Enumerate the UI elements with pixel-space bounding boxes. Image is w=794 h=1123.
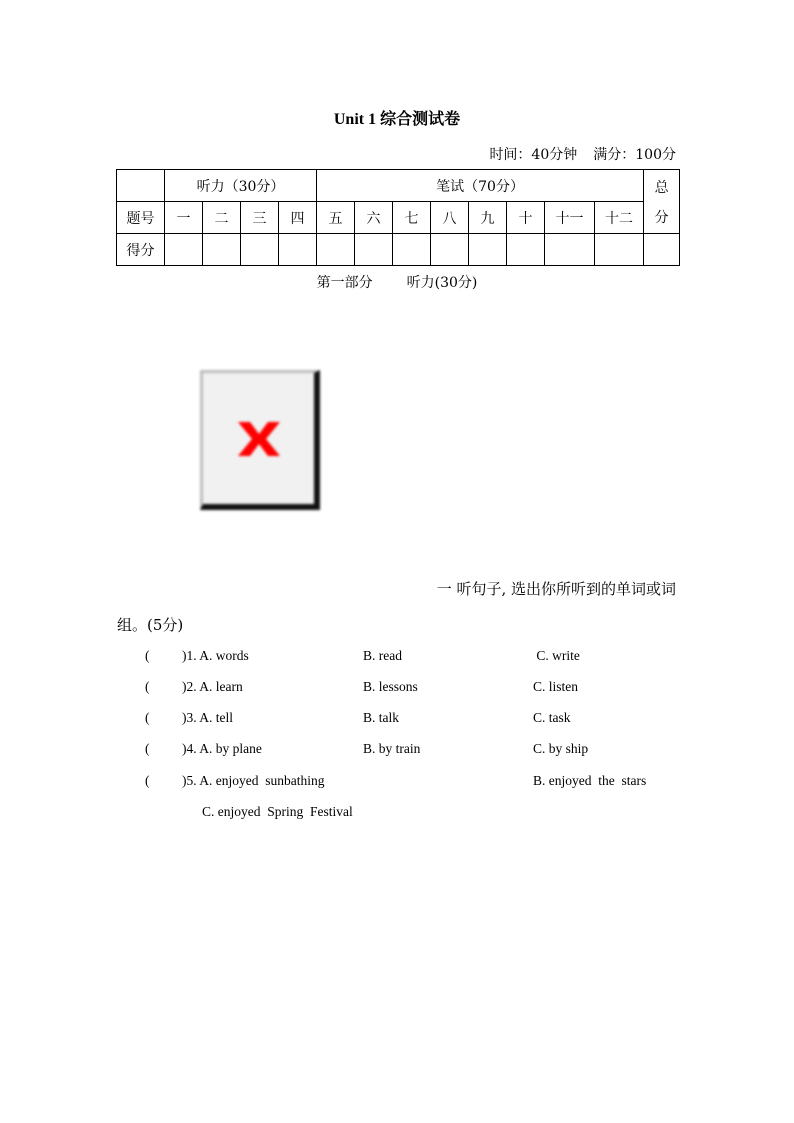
- number-cell: 十: [507, 202, 545, 234]
- question-option-a: )4. A. by plane: [182, 741, 262, 756]
- score-cell: [355, 234, 393, 266]
- question-option-a: )1. A. words: [182, 648, 249, 663]
- part-label: 第一部分: [316, 275, 373, 291]
- question-option-b: B. talk: [363, 710, 399, 725]
- score-cell: [279, 234, 317, 266]
- score-cell: [545, 234, 595, 266]
- score-cell: [595, 234, 644, 266]
- question-option-b: B. read: [363, 648, 402, 663]
- number-cell: 七: [393, 202, 431, 234]
- page-title: Unit 1 综合测试卷: [333, 111, 461, 128]
- question-option-c: C. task: [533, 710, 571, 725]
- number-cell: 十二: [595, 202, 644, 234]
- total-header-bottom: 分: [654, 209, 669, 226]
- answer-paren: (: [145, 679, 150, 694]
- broken-image-icon: [230, 410, 288, 468]
- question-option-a: )5. A. enjoyed sunbathing: [182, 773, 325, 788]
- score-row: [117, 234, 680, 266]
- row-label-score: 得分: [117, 234, 165, 266]
- score-cell: [393, 234, 431, 266]
- part-heading: [0, 272, 794, 292]
- number-cell: 十一: [545, 202, 595, 234]
- empty-cell: [117, 170, 165, 202]
- answer-paren: (: [145, 773, 150, 788]
- row-label-number: 题号: [117, 202, 165, 234]
- number-cell: 五: [317, 202, 355, 234]
- number-cell: 六: [355, 202, 393, 234]
- answer-paren: (: [145, 710, 150, 725]
- question-option-a: )3. A. tell: [182, 710, 233, 725]
- score-cell: [644, 234, 680, 266]
- score-cell: [241, 234, 279, 266]
- score-cell: [317, 234, 355, 266]
- answer-paren: (: [145, 648, 150, 663]
- answer-paren: (: [145, 741, 150, 756]
- total-header-top: 总: [654, 179, 669, 196]
- score-cell: [507, 234, 545, 266]
- number-cell: 一: [165, 202, 203, 234]
- broken-image-placeholder: [200, 370, 320, 510]
- question-option-b: B. by train: [363, 741, 421, 756]
- number-cell: 八: [431, 202, 469, 234]
- score-cell: [203, 234, 241, 266]
- question-option-c: C. enjoyed Spring Festival: [202, 804, 353, 819]
- listening-header: 听力（30分）: [165, 170, 317, 202]
- number-cell: 九: [469, 202, 507, 234]
- number-cell: 二: [203, 202, 241, 234]
- score-cell: [469, 234, 507, 266]
- time-limit: 时间：40分钟: [489, 147, 578, 163]
- question-option-c: C. by ship: [533, 741, 589, 756]
- time-info: [473, 144, 676, 164]
- score-table-header-row: [117, 170, 680, 202]
- question-option-b: B. lessons: [363, 679, 418, 694]
- written-header: 笔试（70分）: [317, 170, 644, 202]
- number-cell: 三: [241, 202, 279, 234]
- total-header: [644, 170, 680, 234]
- question-option-b: B. enjoyed the stars: [533, 773, 647, 788]
- score-cell: [165, 234, 203, 266]
- question-number-row: [117, 202, 680, 234]
- part-name: 听力(30分): [406, 275, 478, 291]
- full-score: 满分：100分: [593, 147, 676, 163]
- number-cell: 四: [279, 202, 317, 234]
- question-option-c: C. listen: [533, 679, 579, 694]
- section-instruction: 一 听句子, 选出你所听到的单词或词: [436, 580, 676, 598]
- score-cell: [431, 234, 469, 266]
- section-instruction-continued: 组。(5分): [117, 616, 184, 634]
- question-option-c: C. write: [533, 648, 580, 663]
- question-option-a: )2. A. learn: [182, 679, 243, 694]
- score-table: [116, 169, 680, 266]
